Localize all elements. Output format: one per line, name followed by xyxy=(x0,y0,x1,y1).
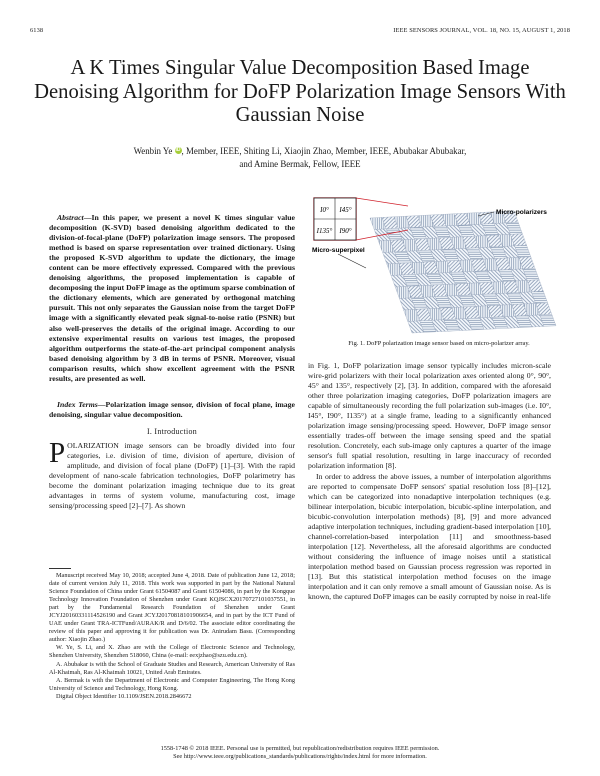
paper-title: A K Times Singular Value Decomposition Based Image Denoising Algorithm for DoFP Polarization Image Sensors With Gaussian Noise xyxy=(34,57,566,126)
author-line-2: and Amine Bermak, Fellow, IEEE xyxy=(239,158,361,169)
label-micro-superpixel: Micro-superpixel xyxy=(312,247,365,254)
author-line-1-rest: , Member, IEEE, Shiting Li, Xiaojin Zhao, Member, IEEE, Abubakar Abubakar, xyxy=(181,146,467,156)
footnotes xyxy=(49,572,295,701)
footnote-rule xyxy=(49,568,71,569)
cell-i45: I45° xyxy=(339,206,352,214)
superpixel-inset xyxy=(314,198,356,240)
intro-paragraph-2: in Fig. 1, DoFP polarization image sensor typically includes micron-scale wire-grid polarizers with their local polarization axes oriented along 0°, 90°, 45° and 135°, respectively [2], [3]. In addition, compared with the aforesaid other three polarization imaging categories, DoFP polarization imagers are capable of simultaneously recording the full polarization sub-images (i.e. I0°, I45°, I90°, I135°) at a single frame, leading to a significantly enhanced polarization image sensing/processing speed. However, DoFP image sensor essentially trades-off between the image sensing speed and the spatial resolution. Concretely, each sub-image only captures a quarter of the image sensor's full spatial resolution, resulting in large inaccuracy of recorded polarization information [8]. xyxy=(308,361,551,471)
footnote-doi: Digital Object Identifier 10.1109/JSEN.2018.2846672 xyxy=(56,692,192,700)
first-author: Wenbin Ye xyxy=(133,146,173,156)
cell-i0: I0° xyxy=(320,206,329,214)
copyright-notice xyxy=(0,745,600,761)
journal-header: IEEE SENSORS JOURNAL, VOL. 18, NO. 15, AUGUST 1, 2018 xyxy=(393,27,570,34)
author-list xyxy=(30,145,570,170)
intro-paragraph-1: POLARIZATION image sensors can be broadly divided into four categories, i.e. division of time, division of aperture, division of amplitude, and division of focal plane (DoFP) [1]–[3]. With the rapid development of nano-scale fabrication technologies, DoFP polarimetry has become the dominant polarization imaging technique due to its great advantages in terms of system volume, manufacturing cost, image sensing/processing speed [2]–[7]. As shown xyxy=(49,437,295,511)
footnote-affiliation-3: A. Bermak is with the Department of Electronic and Computer Engineering, The Hong Kong University of Science and Technology, Hong Kong. xyxy=(49,676,295,692)
section-heading-introduction: I. Introduction xyxy=(146,427,198,436)
author-line-1 xyxy=(30,145,570,158)
cell-i90: I90° xyxy=(339,227,352,235)
index-terms xyxy=(49,400,295,420)
copyright-line-2: See http://www.ieee.org/publications_standards/publications/rights/index.html for more information. xyxy=(173,753,427,761)
index-terms-text: —Polarization image sensor, division of focal plane, image denoising, singular value decomposition. xyxy=(49,400,295,420)
micro-polarizer-grid xyxy=(370,211,556,333)
index-terms-label: Index Terms xyxy=(57,400,98,409)
intro-paragraph-3: In order to address the above issues, a number of interpolation algorithms are reported to compensate DoFP sensors' spatial resolution loss [8]–[12], which can be categorized into nonadaptive interpolation techniques (e.g. bilinear interpolation, bicubic interpolation, bicubic-spline interpolation, and bicubic-convolution interpolation methods) [8], [9] and more advanced adaptive interpolation techniques, including gradient-based interpolation [10], channel-correlation-based interpolation [11] and smoothness-based interpolation [12]. Nevertheless, all the aforesaid algorithms are conducted without considering the influence of image noises until a statistical interpolation method based on Gaussian process regression was reported in [13]. But this statistical interpolation method focuses on the image interpolation and it can only remove a small amount of Gaussian noise. As is known, the captured DoFP images can be easily corrupted by noise in real-life xyxy=(308,471,551,602)
copyright-line-1: 1558-1748 © 2018 IEEE. Personal use is permitted, but republication/redistribution requires IEEE permission. xyxy=(160,745,440,752)
page-number: 6138 xyxy=(30,27,44,34)
cell-i135: I135° xyxy=(316,227,333,235)
intro-right-column xyxy=(308,361,551,602)
intro-left-column xyxy=(49,437,295,511)
superpixel-pointer xyxy=(338,254,366,268)
figure-1-polarizer-array xyxy=(308,196,570,336)
zoom-line-top xyxy=(356,198,408,206)
label-micro-polarizers: Micro-polarizers xyxy=(496,209,547,216)
abstract-label: Abstract xyxy=(57,213,84,222)
abstract-text: —In this paper, we present a novel K times singular value decomposition (K-SVD) based denoising algorithm dedicated to the division-of-focal-plane (DoFP) polarization image sensors. The proposed method is based on sparse representation over trained dictionary. Using the proposed K-SVD algorithm to update the dictionary, the image content can be more effectively expressed. Compared with the previous denoising algorithms, the proposed implementation is capable of decomposing the input DoFP image as the optimum sparse combination of the dictionary elements, which are generated by orthogonal matching pursuit. This not only separates the Gaussian noise from the target DoFP image with a significantly elevated peak signal-to-noise ratio (PSNR) but also well-preserves the details of the original image. According to our extensive experimental results on various test images, the proposed algorithm outperforms the state-of-the-art principal component analysis based denoising algorithm by 3 dB in terms of PSNR. Moreover, visual comparison results, which show excellent agreement with the PSNR results, are presented as well. xyxy=(49,213,295,383)
footnote-affiliation-1: W. Ye, S. Li, and X. Zhao are with the College of Electronic Science and Technology, Shenzhen University, Shenzhen 518060, China (e-mail: eexjzhao@szu.edu.cn). xyxy=(49,644,295,660)
abstract xyxy=(49,213,295,384)
footnote-affiliation-2: A. Abubakar is with the School of Graduate Studies and Research, American University of Ras Al-Khaimah, Ras Al-Khaimah 10021, United Arab Emirates. xyxy=(49,660,295,676)
orcid-icon[interactable]: iD xyxy=(175,147,181,153)
figure-1-caption: Fig. 1. DoFP polarization image sensor based on micro-polarizer array. xyxy=(348,340,530,347)
footnote-manuscript: Manuscript received May 10, 2018; accepted June 4, 2018. Date of publication June 12, 2018; date of current version July 11, 2018. This work was supported in part by the National Natural Science Foundation of China under Grant 61504087 and Grant 61504086, in part by the Kongque Technology Innovation Foundation of Shenzhen under Grant KQJSCX20170727101037551, in part by the Fundamental Research Foundation of Shenzhen under Grant JCYJ20160331114526190 and Grant JCYJ20170818101906654, and in part by the ICT Fund of UAE under Grant TRA-ICTFund/AURAK/R and D/6/02. The associate editor coordinating the review of this paper and approving it for publication was Dr. Anirudam Basu. (Corresponding author: Xiaojin Zhao.) xyxy=(49,572,295,644)
